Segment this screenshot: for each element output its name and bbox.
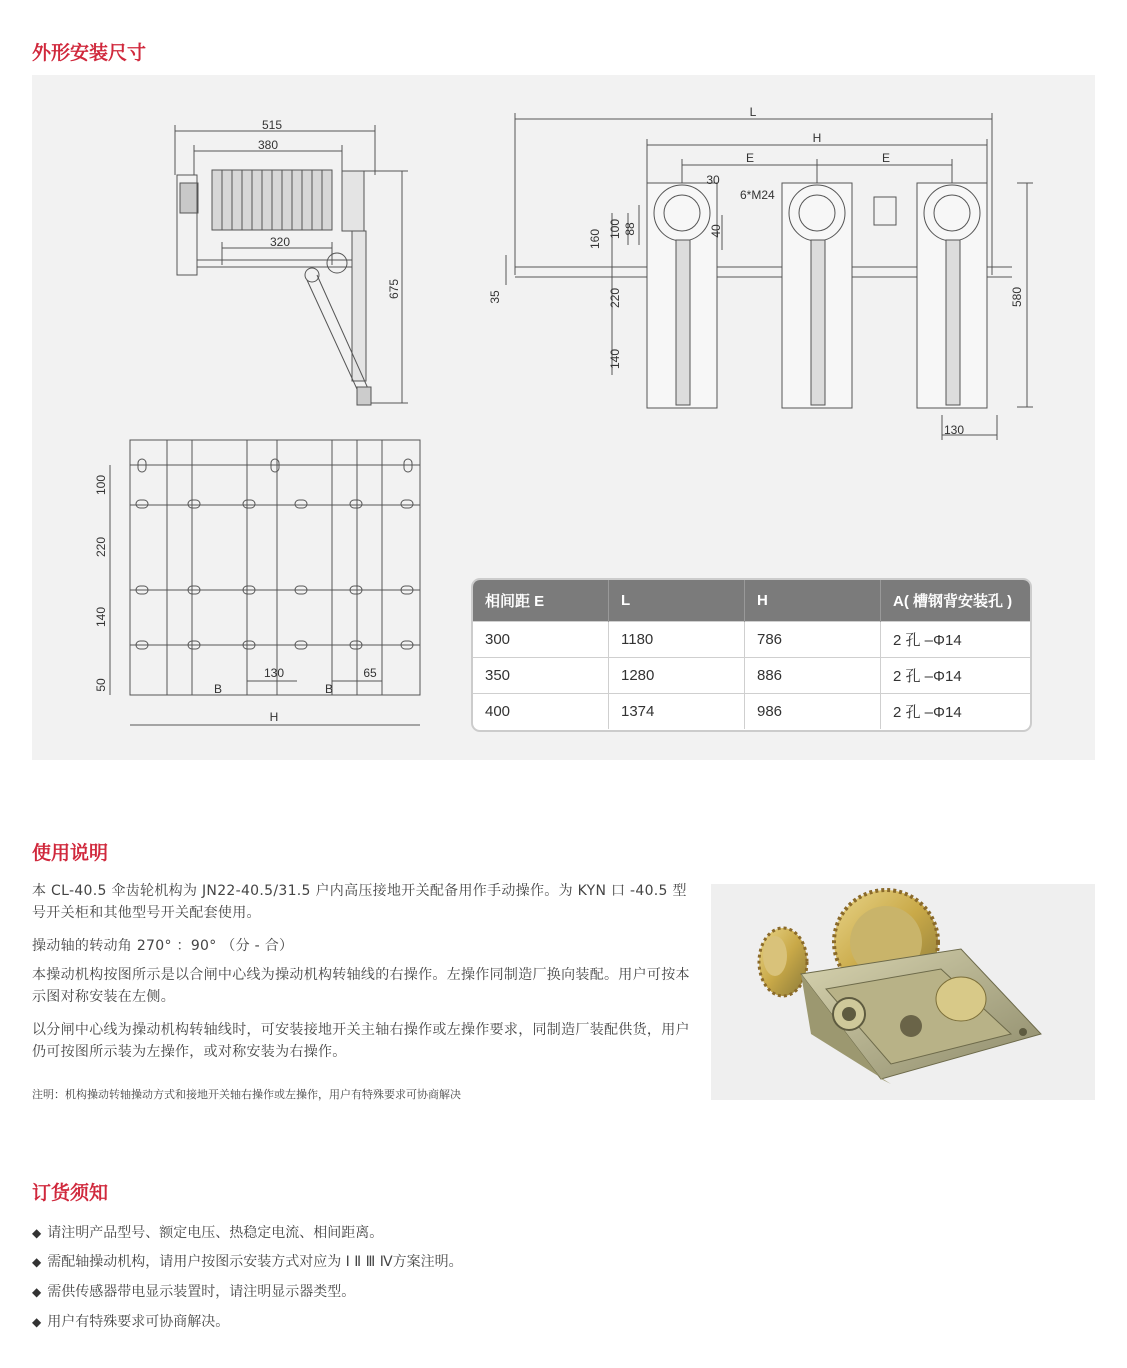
table-cell: 2 孔 –Φ14 (881, 694, 1031, 730)
dim-label: 100 (608, 218, 622, 240)
section-title-ordering: 订货须知 (32, 1182, 109, 1204)
dim-label: 88 (623, 222, 637, 236)
dim-label: 380 (257, 138, 279, 152)
dim-label: E (745, 151, 755, 165)
usage-paragraph: 本操动机构按图所示是以合闸中心线为操动机构转轴线的右操作。左操作同制造厂换向装配。用户可按本示图对称安装在左侧。 (32, 967, 690, 1005)
spec-table (471, 578, 1032, 732)
order-note-item (32, 1281, 355, 1301)
table-cell: 300 (473, 622, 609, 658)
table-header: L (609, 580, 745, 622)
table-cell: 2 孔 –Φ14 (881, 658, 1031, 694)
usage-paragraph: 本 CL-40.5 伞齿轮机构为 JN22-40.5/31.5 户内高压接地开关配备用作手动操作。为 KYN 口 -40.5 型号开关柜和其他型号开关配套使用。 (32, 883, 687, 921)
diamond-bullet-icon: ◆ (32, 1255, 42, 1269)
bevel-gear-mechanism-image (711, 884, 1095, 1100)
dim-label: 100 (94, 474, 108, 496)
dim-label: 50 (94, 678, 108, 692)
base-plan-drawing (110, 440, 420, 725)
order-note-text: 请注明产品型号、额定电压、热稳定电流、相间距离。 (47, 1225, 384, 1241)
table-cell: 786 (745, 622, 881, 658)
drawing-panel (32, 75, 1095, 760)
table-cell: 1180 (609, 622, 745, 658)
order-note-item (32, 1222, 383, 1242)
table-cell: 2 孔 –Φ14 (881, 622, 1031, 658)
dim-label: L (749, 105, 757, 119)
order-note-text: 需供传感器带电显示装置时，请注明显示器类型。 (47, 1284, 356, 1300)
product-photo (711, 884, 1095, 1100)
dim-label: B (213, 682, 223, 696)
dim-label: E (881, 151, 891, 165)
usage-paragraph: 操动轴的转动角 270° ：90° （分 - 合） (32, 938, 294, 954)
dim-label: 220 (608, 287, 622, 309)
table-header: H (745, 580, 881, 622)
table-row (473, 658, 1030, 694)
dim-label: 130 (943, 423, 965, 437)
dim-label: B (324, 682, 334, 696)
dim-label: 515 (261, 118, 283, 132)
order-note-text: 用户有特殊要求可协商解决。 (47, 1314, 230, 1330)
table-cell: 986 (745, 694, 881, 730)
dim-label: 40 (709, 224, 723, 238)
dim-label: 35 (488, 290, 502, 304)
table-cell: 1374 (609, 694, 745, 730)
table-cell: 886 (745, 658, 881, 694)
dim-label: 130 (263, 666, 285, 680)
dim-label: H (812, 131, 822, 145)
front-view-drawing (506, 113, 1033, 440)
diamond-bullet-icon: ◆ (32, 1285, 42, 1299)
order-note-item (32, 1311, 229, 1331)
usage-note: 注明：机构操动转轴操动方式和接地开关轴右操作或左操作，用户有特殊要求可协商解决 (32, 1088, 461, 1101)
table-header: A( 槽钢背安装孔 ) (881, 580, 1031, 622)
dim-label: 320 (269, 235, 291, 249)
dim-label: H (269, 710, 279, 724)
table-row (473, 622, 1030, 658)
table-row (473, 694, 1030, 730)
dim-label: 160 (588, 228, 602, 250)
dim-label: 220 (94, 536, 108, 558)
order-note-item (32, 1251, 463, 1271)
table-cell: 1280 (609, 658, 745, 694)
dim-label: 6*M24 (740, 188, 775, 202)
dim-label: 580 (1010, 286, 1024, 308)
order-note-text: 需配轴操动机构，请用户按图示安装方式对应为 Ⅰ Ⅱ Ⅲ Ⅳ方案注明。 (47, 1254, 463, 1270)
usage-paragraph: 以分闸中心线为操动机构转轴线时，可安装接地开关主轴右操作或左操作要求，同制造厂装配供货，用户仍可按图所示装为左操作，或对称安装为右操作。 (32, 1022, 690, 1060)
section-title-usage: 使用说明 (32, 842, 109, 864)
table-cell: 350 (473, 658, 609, 694)
dim-label: 65 (363, 666, 377, 680)
table-cell: 400 (473, 694, 609, 730)
section-title-dimensions: 外形安装尺寸 (32, 42, 147, 64)
diamond-bullet-icon: ◆ (32, 1315, 42, 1329)
dim-label: 675 (387, 278, 401, 300)
dim-label: 140 (94, 606, 108, 628)
dim-label: 140 (608, 348, 622, 370)
table-header: 相间距 E (473, 580, 609, 622)
diamond-bullet-icon: ◆ (32, 1226, 42, 1240)
dim-label: 30 (706, 173, 720, 187)
side-view-drawing (175, 125, 408, 405)
